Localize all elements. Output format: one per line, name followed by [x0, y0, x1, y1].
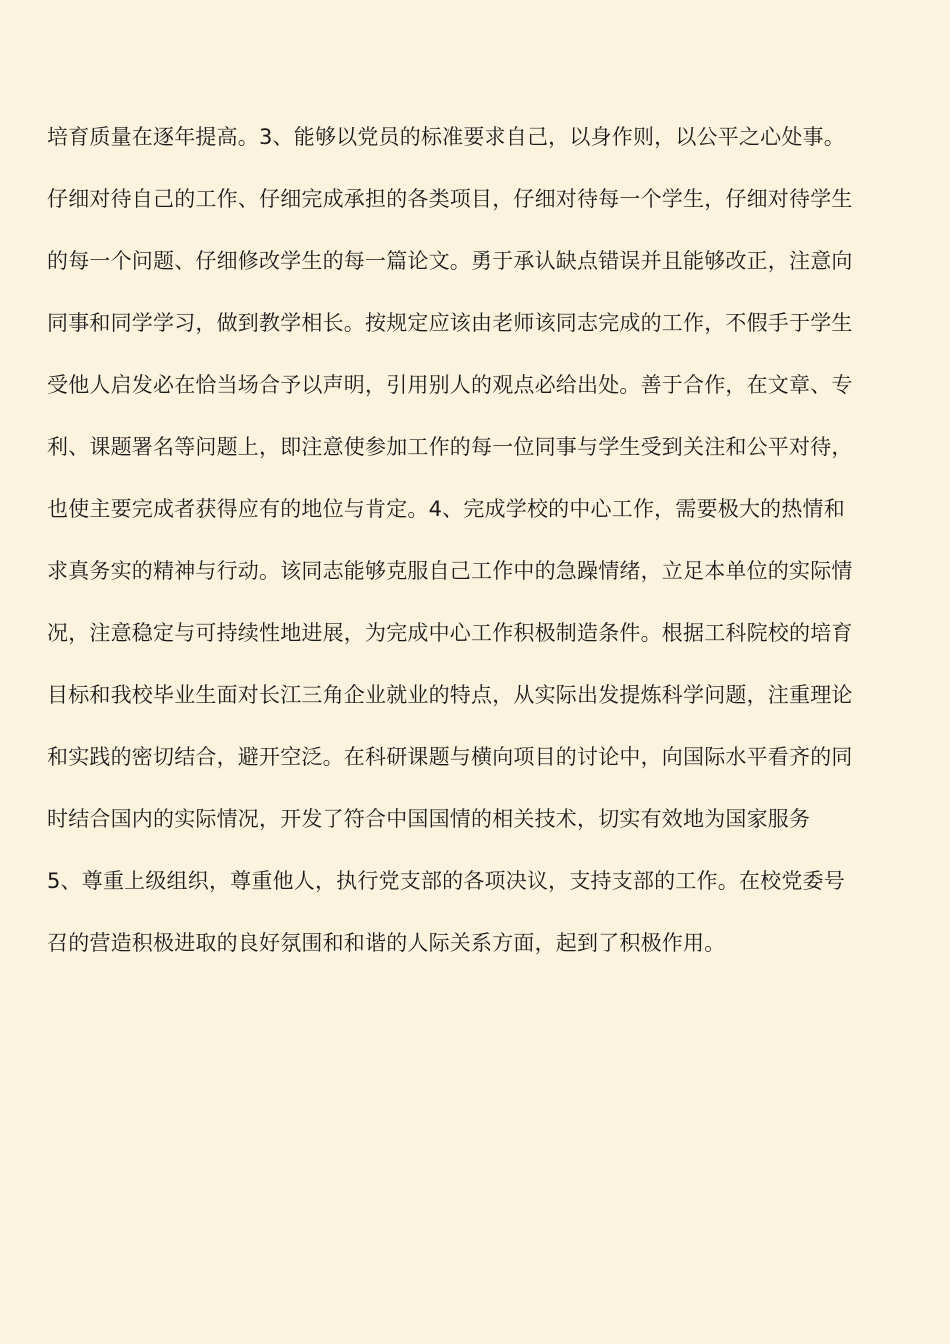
body-text [47, 116, 917, 984]
text-line-12: 时结合国内的实际情况，开发了符合中国国情的相关技术，切实有效地为国家服务 [47, 807, 811, 831]
text-line-4: 同事和同学学习，做到教学相长。按规定应该由老师该同志完成的工作，不假手于学生 [47, 311, 853, 335]
text-line-5: 受他人启发必在恰当场合予以声明，引用别人的观点必给出处。善于合作，在文章、专 [47, 373, 853, 397]
text-line-2: 仔细对待自己的工作、仔细完成承担的各类项目，仔细对待每一个学生，仔细对待学生 [47, 187, 853, 211]
text-line-11: 和实践的密切结合，避开空泛。在科研课题与横向项目的讨论中，向国际水平看齐的同 [47, 745, 853, 769]
text-line-1: 培育质量在逐年提高。3、能够以党员的标准要求自己，以身作则，以公平之心处事。 [47, 125, 845, 149]
text-line-6: 利、课题署名等问题上，即注意使参加工作的每一位同事与学生受到关注和公平对待， [47, 435, 853, 459]
text-line-10: 目标和我校毕业生面对长江三角企业就业的特点，从实际出发提炼科学问题，注重理论 [47, 683, 853, 707]
text-line-8: 求真务实的精神与行动。该同志能够克服自己工作中的急躁情绪，立足本单位的实际情 [47, 559, 853, 583]
text-line-13: 5、尊重上级组织，尊重他人，执行党支部的各项决议，支持支部的工作。在校党委号 [47, 869, 845, 893]
text-line-3: 的每一个问题、仔细修改学生的每一篇论文。勇于承认缺点错误并且能够改正，注意向 [47, 249, 853, 273]
text-line-14: 召的营造积极进取的良好氛围和和谐的人际关系方面，起到了积极作用。 [47, 931, 726, 955]
text-line-7: 也使主要完成者获得应有的地位与肯定。4、完成学校的中心工作，需要极大的热情和 [47, 497, 845, 521]
text-line-9: 况，注意稳定与可持续性地进展，为完成中心工作积极制造条件。根据工科院校的培育 [47, 621, 853, 645]
